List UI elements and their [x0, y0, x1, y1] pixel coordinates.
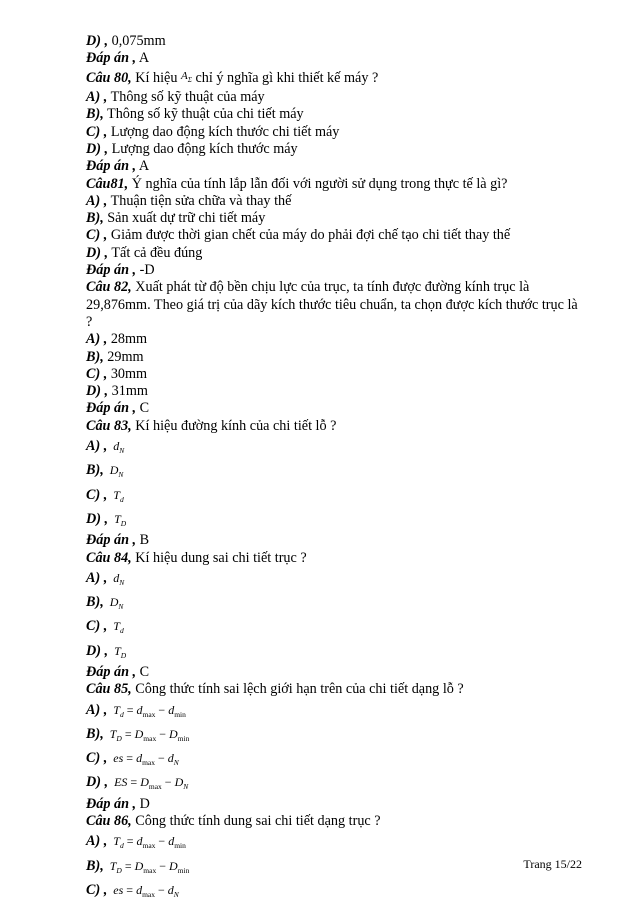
math-expression: $T_D = D_{max} - D_{min}$: [109, 726, 190, 743]
document-line: [86, 702, 586, 723]
line-label: C) ,: [86, 123, 108, 140]
document-line: [86, 570, 586, 591]
document-line: [86, 400, 586, 417]
document-line: [86, 664, 586, 681]
line-label: A) ,: [86, 569, 108, 586]
line-label: Đáp án ,: [86, 262, 137, 279]
line-label: D) ,: [86, 244, 109, 261]
document-line: [86, 245, 586, 262]
document-line: [86, 158, 586, 175]
document-line: [86, 796, 586, 813]
line-text: Tất cả đều đúng: [108, 244, 203, 261]
document-line: [86, 366, 586, 383]
line-label: B),: [86, 348, 104, 365]
document-line: [86, 833, 586, 854]
line-label: A) ,: [86, 89, 108, 106]
math-expression: $T_d = d_{max} - d_{min}$: [113, 834, 186, 851]
line-text: Thuận tiện sửa chữa và thay thế: [107, 192, 292, 209]
line-label: Đáp án ,: [86, 532, 137, 549]
line-text: 29mm: [103, 348, 144, 365]
line-label: B),: [86, 106, 104, 123]
line-label: Câu 86,: [86, 813, 132, 830]
line-label: Đáp án ,: [86, 663, 137, 680]
math-expression: $d_N$: [113, 439, 125, 456]
line-text-before: Kí hiệu: [131, 69, 181, 86]
document-line: [86, 33, 586, 50]
line-text: Thông số kỹ thuật của chi tiết máy: [103, 106, 304, 123]
document-line: [86, 511, 586, 532]
line-text: 0,075mm: [108, 33, 166, 49]
document-line: [86, 141, 586, 158]
line-label: D) ,: [86, 33, 109, 49]
document-line: [86, 882, 586, 903]
line-text: Công thức tính sai lệch giới hạn trên của chi tiết dạng lỗ ?: [131, 681, 464, 698]
math-expression: $T_D$: [114, 643, 127, 660]
document-body: [86, 33, 586, 903]
line-label: D) ,: [86, 510, 109, 527]
document-line: [86, 89, 586, 106]
line-label: A) ,: [86, 438, 108, 455]
line-label: Đáp án ,: [86, 158, 137, 175]
math-expression: $T_d$: [113, 619, 124, 636]
line-text: D: [136, 795, 150, 812]
line-text: 31mm: [108, 383, 148, 400]
document-line: [86, 643, 586, 664]
line-text: 28mm: [107, 331, 148, 348]
line-text: C: [136, 663, 150, 680]
document-line: [86, 50, 586, 67]
document-line: [86, 681, 586, 698]
line-label: Câu 85,: [86, 681, 132, 698]
document-line: [86, 774, 586, 795]
line-label: A) ,: [86, 833, 108, 850]
line-text: Công thức tính dung sai chi tiết dạng trục ?: [131, 813, 381, 830]
line-label: C) ,: [86, 750, 108, 767]
document-line: [86, 618, 586, 639]
document-line: [86, 750, 586, 771]
math-expression: $T_d$: [113, 487, 124, 504]
line-text: Sản xuất dự trữ chi tiết máy: [103, 210, 266, 227]
document-line: [86, 726, 586, 747]
line-label: C) ,: [86, 365, 108, 382]
document-line: [86, 193, 586, 210]
math-expression: $T_d = d_{max} - d_{min}$: [113, 702, 186, 719]
math-expression: $T_D = D_{max} - D_{min}$: [109, 858, 190, 875]
math-expression: es = $d_{max} - d_N$: [113, 751, 179, 768]
math-expression: $d_N$: [113, 570, 125, 587]
line-text: Giảm được thời gian chết của máy do phải đợi chế tạo chi tiết thay thế: [107, 227, 511, 244]
document-line: [86, 594, 586, 615]
line-text: Xuất phát từ độ bền chịu lực của trục, ta tính được đường kính trục là 29,876mm. Theo giá trị của dãy kích thước tiêu chuẩn, ta chọn được kích thước trục là ?: [86, 279, 578, 330]
document-line: [86, 487, 586, 508]
document-line: [86, 858, 586, 879]
document-line: [86, 438, 586, 459]
line-label: A) ,: [86, 701, 108, 718]
math-expression: es = $d_{max} - d_N$: [113, 882, 179, 899]
line-text: C: [136, 400, 150, 417]
document-line: [86, 210, 586, 227]
line-label: B),: [86, 725, 104, 742]
math-expression: ES = $D_{max} - D_N$: [114, 775, 189, 792]
line-label: A) ,: [86, 192, 108, 209]
page-number: Trang 15/22: [523, 857, 582, 871]
document-line: [86, 262, 586, 279]
line-label: B),: [86, 462, 104, 479]
math-expression: $D_N$: [109, 463, 124, 480]
symbol-a-sigma: AΣ: [181, 69, 192, 84]
document-line: [86, 124, 586, 141]
document-line: [86, 349, 586, 366]
line-text: chỉ ý nghĩa gì khi thiết kế máy ?: [191, 69, 379, 86]
line-label: Câu 84,: [86, 549, 132, 566]
document-line: [86, 279, 586, 331]
line-label: B),: [86, 210, 104, 227]
document-line: [86, 813, 586, 830]
line-label: C) ,: [86, 486, 108, 503]
line-label: Đáp án ,: [86, 795, 137, 812]
math-expression: $T_D$: [114, 511, 127, 528]
document-line: [86, 176, 586, 193]
document-line: [86, 68, 586, 89]
document-line: [86, 418, 586, 435]
line-label: Câu 83,: [86, 417, 132, 434]
document-line: [86, 550, 586, 567]
document-line: [86, 227, 586, 244]
document-line: [86, 462, 586, 483]
line-label: C) ,: [86, 881, 108, 898]
line-text: Ý nghĩa của tính lắp lẫn đối với người sử dụng trong thực tế là gì?: [128, 175, 508, 192]
line-label: C) ,: [86, 618, 108, 635]
line-text: -D: [136, 262, 155, 279]
line-label: D) ,: [86, 140, 109, 157]
document-line: [86, 106, 586, 123]
line-text: B: [136, 532, 150, 549]
line-label: Đáp án ,: [86, 400, 137, 417]
line-label: A) ,: [86, 331, 108, 348]
document-line: [86, 331, 586, 348]
line-text: Thông số kỹ thuật của máy: [107, 89, 265, 106]
line-text: Kí hiệu đường kính của chi tiết lỗ ?: [131, 417, 337, 434]
line-label: Câu81,: [86, 175, 129, 192]
line-label: B),: [86, 594, 104, 611]
line-label: Đáp án ,: [86, 50, 137, 67]
line-text: A: [136, 158, 150, 175]
line-text: 30mm: [107, 365, 148, 382]
line-text: A: [136, 50, 150, 67]
line-label: D) ,: [86, 642, 109, 659]
line-label: D) ,: [86, 383, 109, 400]
line-text: Kí hiệu dung sai chi tiết trục ?: [131, 549, 307, 566]
line-text: Lượng dao động kích thước chi tiết máy: [107, 123, 340, 140]
document-line: [86, 383, 586, 400]
math-expression: $D_N$: [109, 595, 124, 612]
line-label: Câu 80,: [86, 69, 132, 86]
line-label: Câu 82,: [86, 279, 132, 296]
line-label: C) ,: [86, 227, 108, 244]
document-line: [86, 532, 586, 549]
line-text: Lượng dao động kích thước máy: [108, 140, 298, 157]
line-label: D) ,: [86, 774, 109, 791]
line-label: B),: [86, 857, 104, 874]
